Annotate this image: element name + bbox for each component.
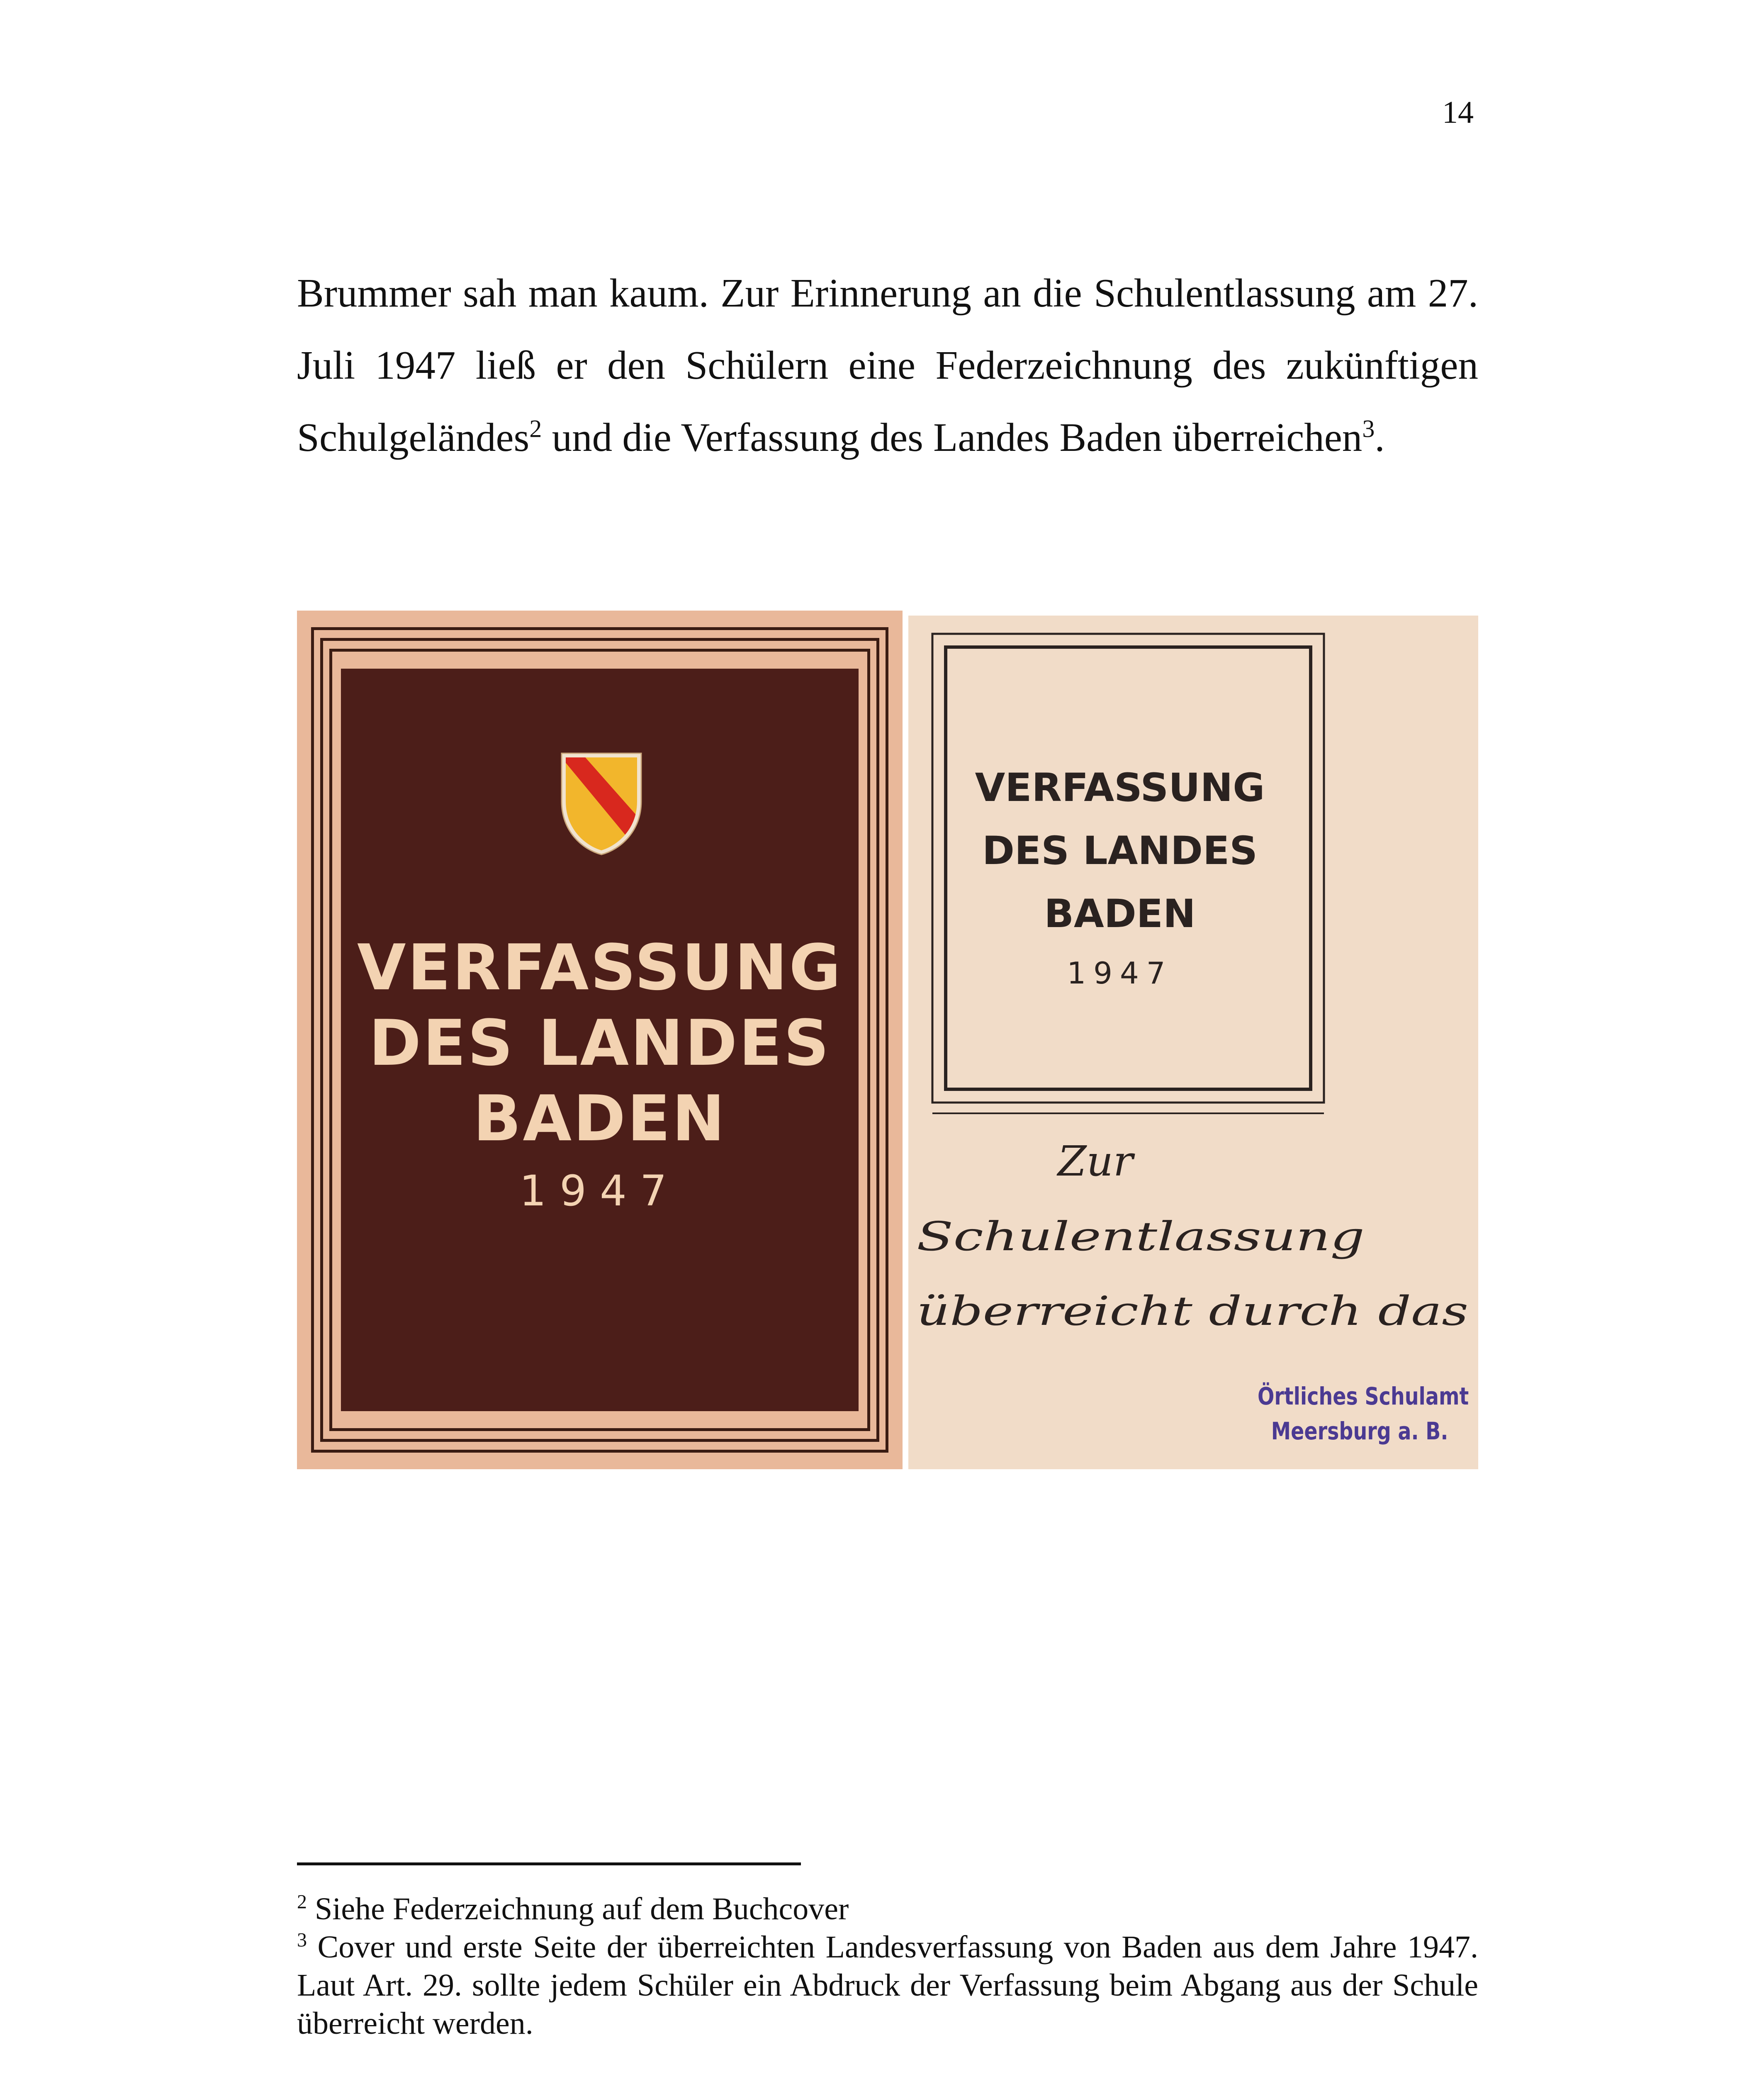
cover-title-line: DES LANDES (369, 1006, 831, 1080)
handwriting-line: Schulentlassung (917, 1213, 1365, 1260)
book-cover-photo (297, 611, 903, 1469)
body-paragraph (297, 257, 1478, 474)
footnote-separator (297, 1862, 801, 1865)
footnotes (297, 1890, 1478, 2042)
handwriting-line: überreicht durch das (917, 1288, 1468, 1334)
footnote-text: Cover und erste Seite der überreichten Landesverfassung von Baden aus dem Jahre 1947. Laut Art. 29. sollte jedem Schüler ein Abdruck der Verfassung beim Abgang aus der Schule überreicht werden. (297, 1930, 1478, 2041)
body-text-part-2: und die Verfassung des Landes Baden überreichen (542, 415, 1363, 460)
cover-panel (341, 669, 859, 1411)
school-office-stamp (1258, 1379, 1469, 1448)
cover-title-line: BADEN (473, 1082, 727, 1155)
handwriting-line: Zur (1058, 1142, 1133, 1185)
constitution-figure (297, 611, 1478, 1469)
title-page-title-line: BADEN (1044, 891, 1196, 937)
stamp-line: Meersburg a. B. (1271, 1417, 1448, 1445)
cover-title (341, 930, 859, 1156)
title-page-year: 1947 (1067, 956, 1173, 991)
title-page-title-line: VERFASSUNG (975, 765, 1265, 811)
handwritten-dedication (908, 1142, 1478, 1375)
footnote-text: Siehe Federzeichnung auf dem Buchcover (315, 1891, 849, 1926)
title-page-title-line: DES LANDES (982, 828, 1258, 874)
footnote-ref-3[interactable]: 3 (1362, 415, 1375, 443)
footnote-ref-2[interactable]: 2 (529, 415, 542, 443)
body-text-part-1: Brummer sah man kaum. Zur Erinnerung an die Schulentlassung am 27. Juli 1947 ließ er den Schülern eine Federzeichnung des zukünftigen Schulgeländes (297, 271, 1478, 460)
page-number: 14 (1442, 95, 1474, 130)
title-page-photo (908, 616, 1478, 1469)
title-page-title (933, 757, 1307, 946)
cover-year: 1947 (519, 1166, 680, 1216)
footnote-3 (297, 1928, 1478, 2042)
stamp-line: Örtliches Schulamt (1258, 1382, 1469, 1410)
baden-coat-of-arms-icon (560, 752, 643, 855)
body-text-part-3: . (1375, 415, 1385, 460)
footnote-marker: 2 (297, 1891, 307, 1913)
cover-title-line: VERFASSUNG (357, 931, 843, 1004)
footnote-2 (297, 1890, 1478, 1928)
footnote-marker: 3 (297, 1929, 307, 1951)
